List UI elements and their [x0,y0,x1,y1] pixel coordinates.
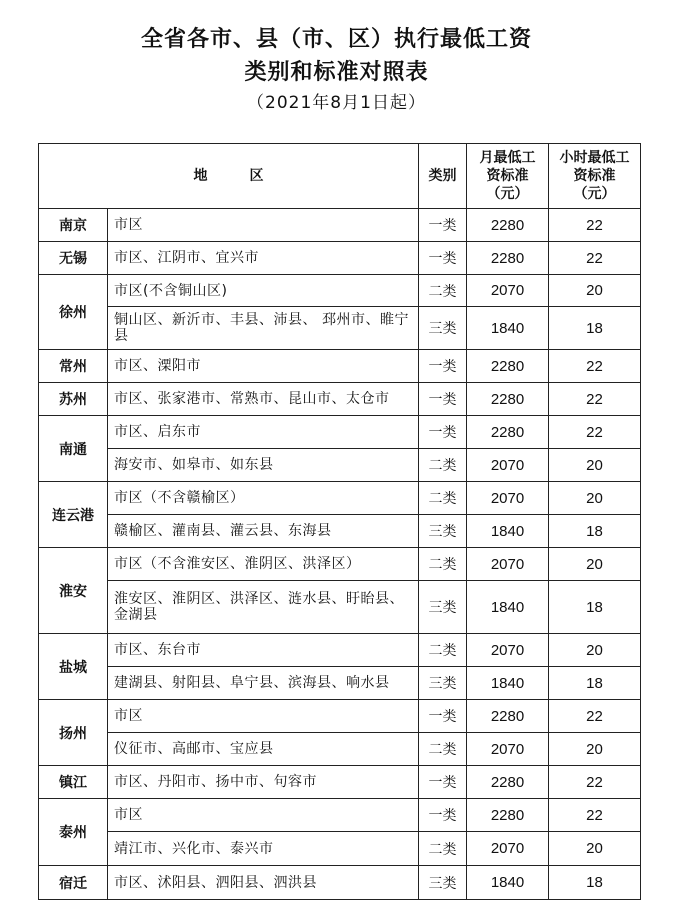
area-cell: 市区 [108,799,419,832]
table-row [39,667,641,700]
city-cell: 徐州 [39,275,108,350]
city-cell: 泰州 [39,799,108,866]
monthly-wage-cell: 2280 [467,416,549,449]
category-cell: 三类 [419,307,467,350]
category-cell: 一类 [419,700,467,733]
hourly-wage-cell: 20 [549,275,641,307]
city-cell: 淮安 [39,548,108,634]
header-region: 地 区 [39,144,419,209]
table-row [39,766,641,799]
hourly-wage-cell: 18 [549,866,641,900]
category-cell: 二类 [419,832,467,866]
table-row [39,515,641,548]
hourly-wage-cell: 20 [549,832,641,866]
category-cell: 二类 [419,548,467,581]
category-cell: 一类 [419,766,467,799]
table-header-row [39,144,641,209]
table-row [39,350,641,383]
city-cell: 无锡 [39,242,108,275]
table-row [39,866,641,900]
area-cell: 赣榆区、灌南县、灌云县、东海县 [108,515,419,548]
hourly-wage-cell: 20 [549,482,641,515]
table-row [39,416,641,449]
city-cell: 扬州 [39,700,108,766]
area-cell: 市区、启东市 [108,416,419,449]
monthly-wage-cell: 2280 [467,242,549,275]
monthly-wage-cell: 2070 [467,832,549,866]
city-cell: 盐城 [39,634,108,700]
area-cell: 建湖县、射阳县、阜宁县、滨海县、响水县 [108,667,419,700]
document-title-line-2: 类别和标准对照表 [244,60,429,85]
table-row [39,581,641,634]
monthly-wage-cell: 1840 [467,307,549,350]
header-hourly: 小时最低工资标准（元） [549,144,641,209]
category-cell: 二类 [419,449,467,482]
table-row [39,449,641,482]
hourly-wage-cell: 20 [549,449,641,482]
hourly-wage-cell: 20 [549,548,641,581]
category-cell: 一类 [419,209,467,242]
hourly-wage-cell: 22 [549,209,641,242]
hourly-wage-cell: 22 [549,383,641,416]
category-cell: 一类 [419,799,467,832]
monthly-wage-cell: 1840 [467,866,549,900]
category-cell: 二类 [419,482,467,515]
area-cell: 市区(不含铜山区) [108,275,419,307]
monthly-wage-cell: 2070 [467,733,549,766]
monthly-wage-cell: 2280 [467,350,549,383]
document-title-line-1: 全省各市、县（市、区）执行最低工资 [140,27,532,52]
category-cell: 二类 [419,275,467,307]
monthly-wage-cell: 1840 [467,515,549,548]
effective-date: （2021年8月1日起） [247,93,426,113]
monthly-wage-cell: 2070 [467,449,549,482]
hourly-wage-cell: 22 [549,242,641,275]
area-cell: 市区 [108,209,419,242]
table-row [39,799,641,832]
table-row [39,548,641,581]
area-cell: 淮安区、淮阴区、洪泽区、涟水县、盱眙县、金湖县 [108,581,419,634]
area-cell: 市区、张家港市、常熟市、昆山市、太仓市 [108,383,419,416]
category-cell: 一类 [419,242,467,275]
header-category: 类别 [419,144,467,209]
area-cell: 市区、溧阳市 [108,350,419,383]
table-row [39,242,641,275]
monthly-wage-cell: 2280 [467,209,549,242]
table-row [39,700,641,733]
table-row [39,634,641,667]
area-cell: 市区、江阴市、宜兴市 [108,242,419,275]
category-cell: 三类 [419,667,467,700]
category-cell: 二类 [419,634,467,667]
category-cell: 三类 [419,515,467,548]
city-cell: 镇江 [39,766,108,799]
table-row [39,832,641,866]
category-cell: 三类 [419,581,467,634]
area-cell: 市区 [108,700,419,733]
city-cell: 连云港 [39,482,108,548]
area-cell: 市区、沭阳县、泗阳县、泗洪县 [108,866,419,900]
monthly-wage-cell: 2070 [467,482,549,515]
header-monthly: 月最低工资标准（元） [467,144,549,209]
area-cell: 海安市、如皋市、如东县 [108,449,419,482]
hourly-wage-cell: 18 [549,667,641,700]
city-cell: 宿迁 [39,866,108,900]
hourly-wage-cell: 22 [549,766,641,799]
monthly-wage-cell: 1840 [467,581,549,634]
monthly-wage-cell: 2280 [467,700,549,733]
monthly-wage-cell: 2280 [467,766,549,799]
monthly-wage-cell: 2070 [467,548,549,581]
table-row [39,733,641,766]
category-cell: 一类 [419,383,467,416]
monthly-wage-cell: 2280 [467,383,549,416]
category-cell: 二类 [419,733,467,766]
hourly-wage-cell: 22 [549,799,641,832]
area-cell: 仪征市、高邮市、宝应县 [108,733,419,766]
hourly-wage-cell: 20 [549,733,641,766]
hourly-wage-cell: 22 [549,416,641,449]
city-cell: 南京 [39,209,108,242]
category-cell: 三类 [419,866,467,900]
table-row [39,307,641,350]
city-cell: 苏州 [39,383,108,416]
table-row [39,275,641,307]
hourly-wage-cell: 18 [549,515,641,548]
table-row [39,209,641,242]
area-cell: 靖江市、兴化市、泰兴市 [108,832,419,866]
monthly-wage-cell: 2070 [467,634,549,667]
area-cell: 铜山区、新沂市、丰县、沛县、 邳州市、睢宁县 [108,307,419,350]
table-row [39,482,641,515]
area-cell: 市区、东台市 [108,634,419,667]
category-cell: 一类 [419,416,467,449]
hourly-wage-cell: 22 [549,350,641,383]
area-cell: 市区（不含淮安区、淮阴区、洪泽区） [108,548,419,581]
hourly-wage-cell: 18 [549,307,641,350]
category-cell: 一类 [419,350,467,383]
hourly-wage-cell: 22 [549,700,641,733]
table-row [39,383,641,416]
monthly-wage-cell: 2280 [467,799,549,832]
hourly-wage-cell: 18 [549,581,641,634]
city-cell: 常州 [39,350,108,383]
city-cell: 南通 [39,416,108,482]
hourly-wage-cell: 20 [549,634,641,667]
area-cell: 市区、丹阳市、扬中市、句容市 [108,766,419,799]
wage-table [38,143,641,900]
monthly-wage-cell: 1840 [467,667,549,700]
monthly-wage-cell: 2070 [467,275,549,307]
area-cell: 市区（不含赣榆区） [108,482,419,515]
